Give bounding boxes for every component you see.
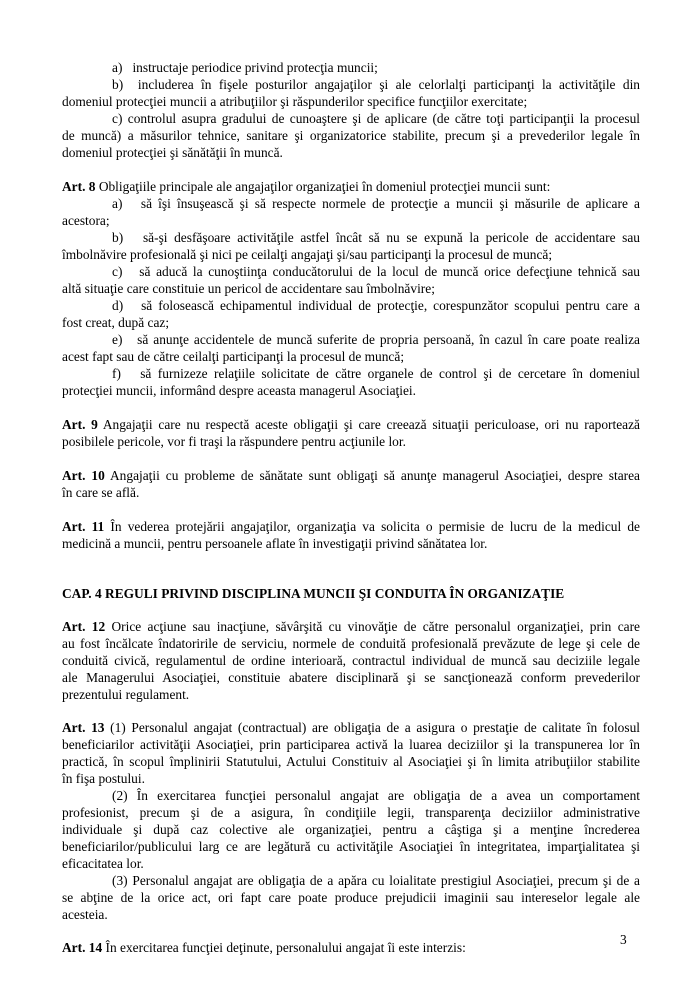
line-text: beneficiarilor/publicului larg ce are legătură cu activităţile Asociaţiei în integritatea, imparţialitatea şi [62, 839, 640, 854]
text-line [62, 485, 640, 501]
text-line [62, 468, 640, 484]
line-text: domeniul protecţiei şi sănătăţii în muncă. [62, 145, 283, 160]
text-line [62, 822, 640, 838]
line-text: beneficiarilor activităţii Asociaţiei, prin participarea activă la luarea deciziilor şi la transpunerea lor în [62, 737, 640, 752]
line-text: protecţiei muncii, informând despre aceasta managerul Asociaţiei. [62, 383, 416, 398]
text-line [62, 349, 640, 365]
text-line [62, 687, 640, 703]
text-line [62, 907, 640, 923]
line-text: prezentului regulament. [62, 687, 190, 702]
line-text: eficacitatea lor. [62, 856, 144, 871]
line-text: fost creat, după caz; [62, 315, 170, 330]
line-text: (3) Personalul angajat are obligaţia de a apăra cu loialitate prestigiul Asociaţiei, precum şi de a [112, 873, 640, 888]
line-text: Angajaţii cu probleme de sănătate sunt obligaţi să anunţe managerul Asociaţiei, despre starea [104, 468, 640, 483]
text-line [62, 586, 640, 602]
page-number: 3 [620, 932, 627, 947]
text-line [62, 145, 640, 161]
text-line [62, 536, 640, 552]
text-line [62, 434, 640, 450]
line-text: (1) Personalul angajat (contractual) are obligaţia de a asigura o prestaţie de calitate în folosul [104, 720, 640, 735]
text-line [62, 805, 640, 821]
bold-heading: CAP. 4 REGULI PRIVIND DISCIPLINA MUNCII ŞI CONDUITA ÎN ORGANIZAŢIE [62, 586, 565, 601]
line-text: În vederea protejării angajaţilor, organizaţia va solicita o permisie de lucru de la medicul de [104, 519, 640, 534]
text-line [62, 737, 640, 753]
text-line [62, 179, 640, 195]
text-line [62, 890, 640, 906]
line-text: a) instructaje periodice privind protecţia muncii; [112, 60, 378, 75]
line-text: îmbolnăvire profesională şi nici pe ceilalţi angajaţi şi/sau participanţi la procesul de muncă; [62, 247, 553, 262]
line-text: domeniul protecţiei muncii a atribuţiilor şi răspunderilor specifice funcţiilor exercitate; [62, 94, 528, 109]
text-line [62, 619, 640, 635]
text-line [62, 94, 640, 110]
line-text: în care se află. [62, 485, 140, 500]
line-text: a) să îşi însuşească şi să respecte normele de protecţie a muncii şi măsurile de aplicare a [112, 196, 640, 211]
line-text: Angajaţii care nu respectă aceste obligaţii şi care creează situaţii periculoase, ori nu raportează [97, 417, 640, 432]
line-text: f) să furnizeze relaţiile solicitate de către organele de control şi de cercetare în domeniul [112, 366, 640, 381]
bold-heading: Art. 13 [62, 720, 105, 735]
text-line [62, 636, 640, 652]
line-text: acest fapt sau de către ceilalţi participanţi la procesul de muncă; [62, 349, 405, 364]
line-text: În exercitarea funcţiei deţinute, personalului angajat îi este interzis: [102, 940, 466, 955]
text-line [62, 383, 640, 399]
text-line [62, 247, 640, 263]
line-text: b) includerea în fişele posturilor angajaţilor şi ale celorlalţi participanţi la activităţile din [112, 77, 640, 92]
text-line [112, 230, 640, 246]
text-line [112, 77, 640, 93]
text-line [62, 128, 640, 144]
line-text: e) să anunţe accidentele de muncă suferite de propria persoană, în cazul în care poate realiza [112, 332, 640, 347]
text-line [112, 873, 640, 889]
bold-heading: Art. 9 [62, 417, 98, 432]
text-line [112, 264, 640, 280]
line-text: conduită civică, regulamentul de ordine interioară, contractul individual de muncă sau deciziile legale [62, 653, 640, 668]
text-line [62, 720, 640, 736]
text-line [62, 856, 640, 872]
line-text: acestora; [62, 213, 110, 228]
bold-heading: Art. 12 [62, 619, 106, 634]
bold-heading: Art. 14 [62, 940, 103, 955]
bold-heading: Art. 10 [62, 468, 105, 483]
bold-heading: Art. 11 [62, 519, 105, 534]
text-line [112, 788, 640, 804]
text-line [62, 771, 640, 787]
line-text: b) să-şi desfăşoare activităţile astfel încât să nu se expună la pericole de accidentare sau [112, 230, 640, 245]
text-line [62, 839, 640, 855]
text-line [62, 281, 640, 297]
text-line [112, 366, 640, 382]
line-text: (2) În exercitarea funcţiei personalul angajat are obligaţia de a avea un comportament [112, 788, 640, 803]
text-line [62, 670, 640, 686]
line-text: posibilele pericole, vor fi traşi la răspundere pentru acţiunile lor. [62, 434, 406, 449]
bold-heading: Art. 8 [62, 179, 96, 194]
line-text: individuale şi după caz colective ale organizaţiei, pentru a câştiga şi a menţine încrederea [62, 822, 640, 837]
line-text: altă situaţie care constituie un pericol de accidentare sau îmbolnăvire; [62, 281, 435, 296]
line-text: profesionist, precum şi de a asigura, în condiţiile legii, transparenţa deciziilor administrative [62, 805, 640, 820]
text-line [112, 111, 640, 127]
line-text: practică, în scopul împlinirii Statutului, Actului Constituiv al Asociaţiei şi în limita atribuţiilor stabilite [62, 754, 640, 769]
line-text: acesteia. [62, 907, 108, 922]
line-text: c) controlul asupra gradului de cunoaştere şi de aplicare (de către toţi participanţii la procesul [112, 111, 640, 126]
text-line [62, 315, 640, 331]
line-text: d) să folosească echipamentul individual de protecţie, corespunzător scopului pentru care a [112, 298, 640, 313]
text-line [62, 417, 640, 433]
text-line [62, 754, 640, 770]
line-text: au fost încălcate îndatoririle de serviciu, normele de conduită profesională prevăzute de lege şi cele de [62, 636, 640, 651]
text-line [62, 653, 640, 669]
text-line [62, 519, 640, 535]
line-text: c) să aducă la cunoştiinţa conducătorului de la locul de muncă orice defecţiune tehnică sau [112, 264, 640, 279]
line-text: ale Managerului Asociaţiei, constituie abatere disciplinară şi se sancţionează conform prevederilor [62, 670, 640, 685]
text-line [112, 60, 640, 76]
line-text: în fişa postului. [62, 771, 145, 786]
line-text: Orice acţiune sau inacţiune, săvârşită cu vinovăţie de către personalul organizaţiei, prin care [105, 619, 640, 634]
line-text: se abţine de la orice act, ori fapt care poate produce prejudicii imaginii sau intereselor legale ale [62, 890, 640, 905]
line-text: medicină a muncii, pentru persoanele aflate în investigaţii privind sănătatea lor. [62, 536, 488, 551]
line-text: de muncă) a măsurilor tehnice, sanitare şi organizatorice stabilite, precum şi a prevederilor legale în [62, 128, 640, 143]
line-text: Obligaţiile principale ale angajaţilor organizaţiei în domeniul protecţiei muncii sunt: [95, 179, 551, 194]
text-line [112, 196, 640, 212]
text-line [112, 298, 640, 314]
text-line [62, 213, 640, 229]
text-line [62, 940, 640, 956]
text-line [112, 332, 640, 348]
